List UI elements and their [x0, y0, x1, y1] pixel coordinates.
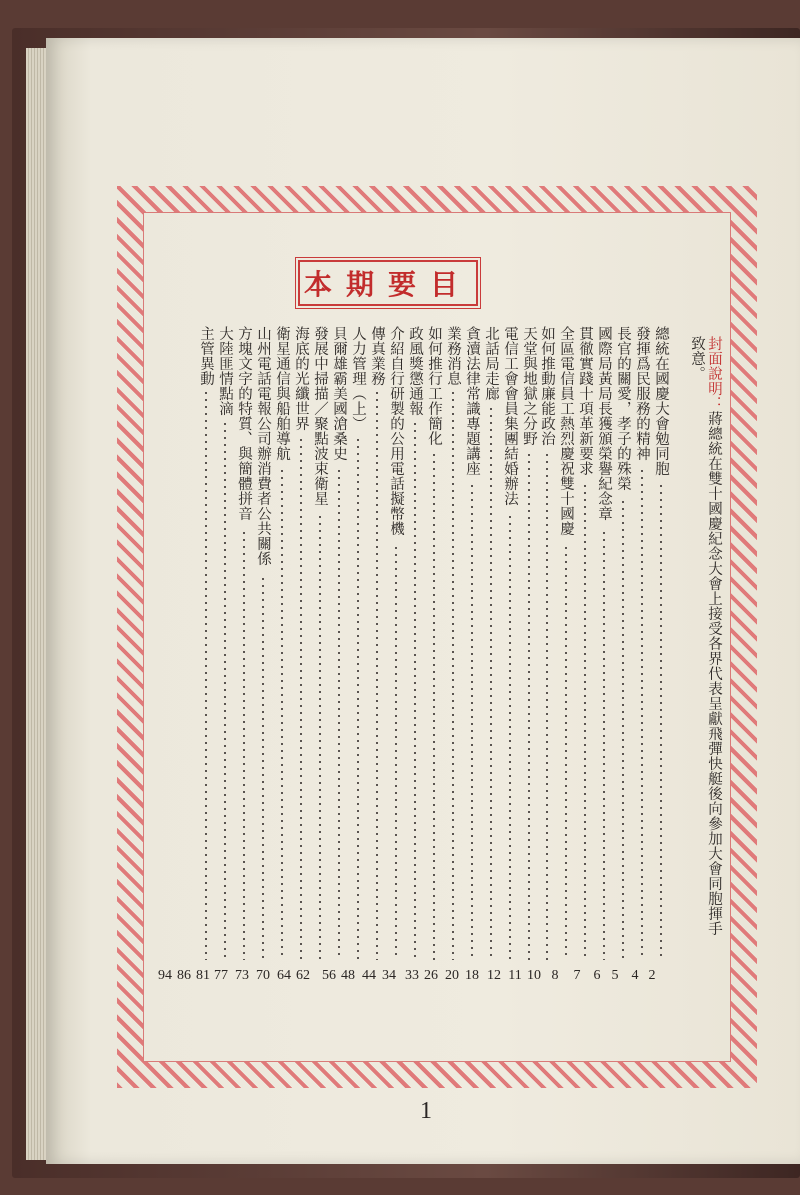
toc-entry-page: 62 [296, 968, 310, 983]
toc-entry-title: 業務消息 [445, 326, 461, 386]
dot-leader [641, 470, 643, 961]
toc-entry-page: 20 [445, 968, 459, 983]
dot-leader [660, 485, 662, 960]
toc-entry-page: 56 [322, 968, 336, 983]
dot-leader [205, 392, 207, 960]
toc-entry-title: 主管異動 [198, 326, 214, 386]
toc-entry-title: 發展中掃描／聚點波束衛星 [312, 326, 328, 506]
toc-entry-page: 34 [382, 968, 396, 983]
toc-entry-page: 18 [465, 968, 479, 983]
toc-entry-page: 10 [527, 968, 541, 983]
toc-entry-title: 長官的關愛，孝子的殊榮 [615, 326, 631, 491]
toc-entry-page: 94 [158, 968, 172, 983]
dot-leader [376, 392, 378, 960]
toc-entry-title: 電信工會會員集團結婚辦法 [502, 326, 518, 506]
toc-entry-title: 發揮爲民服務的精神 [634, 326, 650, 461]
toc-entry-page: 12 [487, 968, 501, 983]
toc-entry-title: 貝爾雄霸美國滄桑史 [331, 326, 347, 461]
toc-entry-page: 11 [508, 968, 522, 983]
toc-entry-title: 貪瀆法律常識專題講座 [464, 326, 480, 476]
toc-entry-title: 介紹自行研製的公用電話擬幣機 [388, 326, 404, 536]
dot-leader [281, 470, 283, 961]
dot-leader [603, 532, 605, 961]
toc-entry-title: 如何推動廉能政治 [539, 326, 555, 446]
dot-leader [471, 485, 473, 960]
toc-entry-title: 天堂與地獄之分野 [521, 326, 537, 446]
toc-entry-title: 全區電信員工熱烈慶祝雙十國慶 [558, 326, 574, 536]
toc-entry-page: 70 [256, 968, 270, 983]
title-frame [298, 260, 478, 306]
toc-entry-page: 33 [405, 968, 419, 983]
dot-leader [395, 547, 397, 960]
dot-leader [300, 439, 302, 961]
toc-entry-page: 77 [214, 968, 228, 983]
dot-leader [414, 423, 416, 960]
toc-entry-page: 44 [362, 968, 376, 983]
toc-entry-page: 48 [341, 968, 355, 983]
toc-entry-title: 國際局黃局長獲頒榮譽紀念章 [596, 326, 612, 521]
toc-entry-page: 6 [593, 968, 601, 983]
toc-entry-title: 衛星通信與船舶導航 [274, 326, 290, 461]
cover-note-label: 封面說明： [706, 336, 722, 411]
dot-leader [319, 516, 321, 960]
page-title: 本期要目 [303, 268, 472, 301]
toc-entry-page: 64 [277, 968, 291, 983]
toc-entry-page: 8 [551, 968, 559, 983]
toc-entry-page: 2 [648, 968, 656, 983]
dot-leader [433, 454, 435, 960]
toc-entry-title: 總統在國慶大會勉同胞 [653, 326, 669, 476]
dot-leader [357, 439, 359, 961]
page-number: 1 [420, 1098, 432, 1124]
toc-entry-title: 海底的光纖世界 [293, 326, 309, 431]
toc-entry-title: 貫徹實踐十項革新要求 [577, 326, 593, 476]
dot-leader [452, 392, 454, 960]
toc-entry-title: 傳真業務 [369, 326, 385, 386]
toc-entry-page: 73 [235, 968, 249, 983]
cover-note-text: 蔣總統在雙十國慶紀念大會上接受各界代表呈獻飛彈快艇後向參加大會同胞揮手致意。 [689, 336, 722, 936]
toc-entry-title: 政風獎懲通報 [407, 326, 423, 416]
dot-leader [243, 532, 245, 961]
dot-leader [622, 501, 624, 961]
toc-entry-title: 北話局走廊 [483, 326, 499, 401]
toc-entry-title: 山州電話電報公司辦消費者公共關係 [255, 326, 271, 566]
toc-entry-title: 人力管理（上） [350, 326, 366, 431]
toc-entry-title: 如何推行工作簡化 [426, 326, 442, 446]
dot-leader [490, 408, 492, 961]
toc-entry-page: 86 [177, 968, 191, 983]
dot-leader [338, 470, 340, 961]
toc-entry-page: 4 [631, 968, 639, 983]
dot-leader [546, 454, 548, 960]
dot-leader [584, 485, 586, 960]
cover-note [686, 336, 722, 936]
toc-entry-page: 5 [611, 968, 619, 983]
dot-leader [565, 547, 567, 960]
toc-entry-page: 26 [424, 968, 438, 983]
toc-entry-page: 81 [196, 968, 210, 983]
dot-leader [509, 516, 511, 960]
toc-entry-title: 大陸匪情點滴 [217, 326, 233, 416]
dot-leader [224, 423, 226, 960]
dot-leader [528, 454, 530, 960]
toc-entry-page: 7 [573, 968, 581, 983]
toc-entry-title: 方塊文字的特質、與簡體拼音 [236, 326, 252, 521]
dot-leader [262, 578, 264, 960]
